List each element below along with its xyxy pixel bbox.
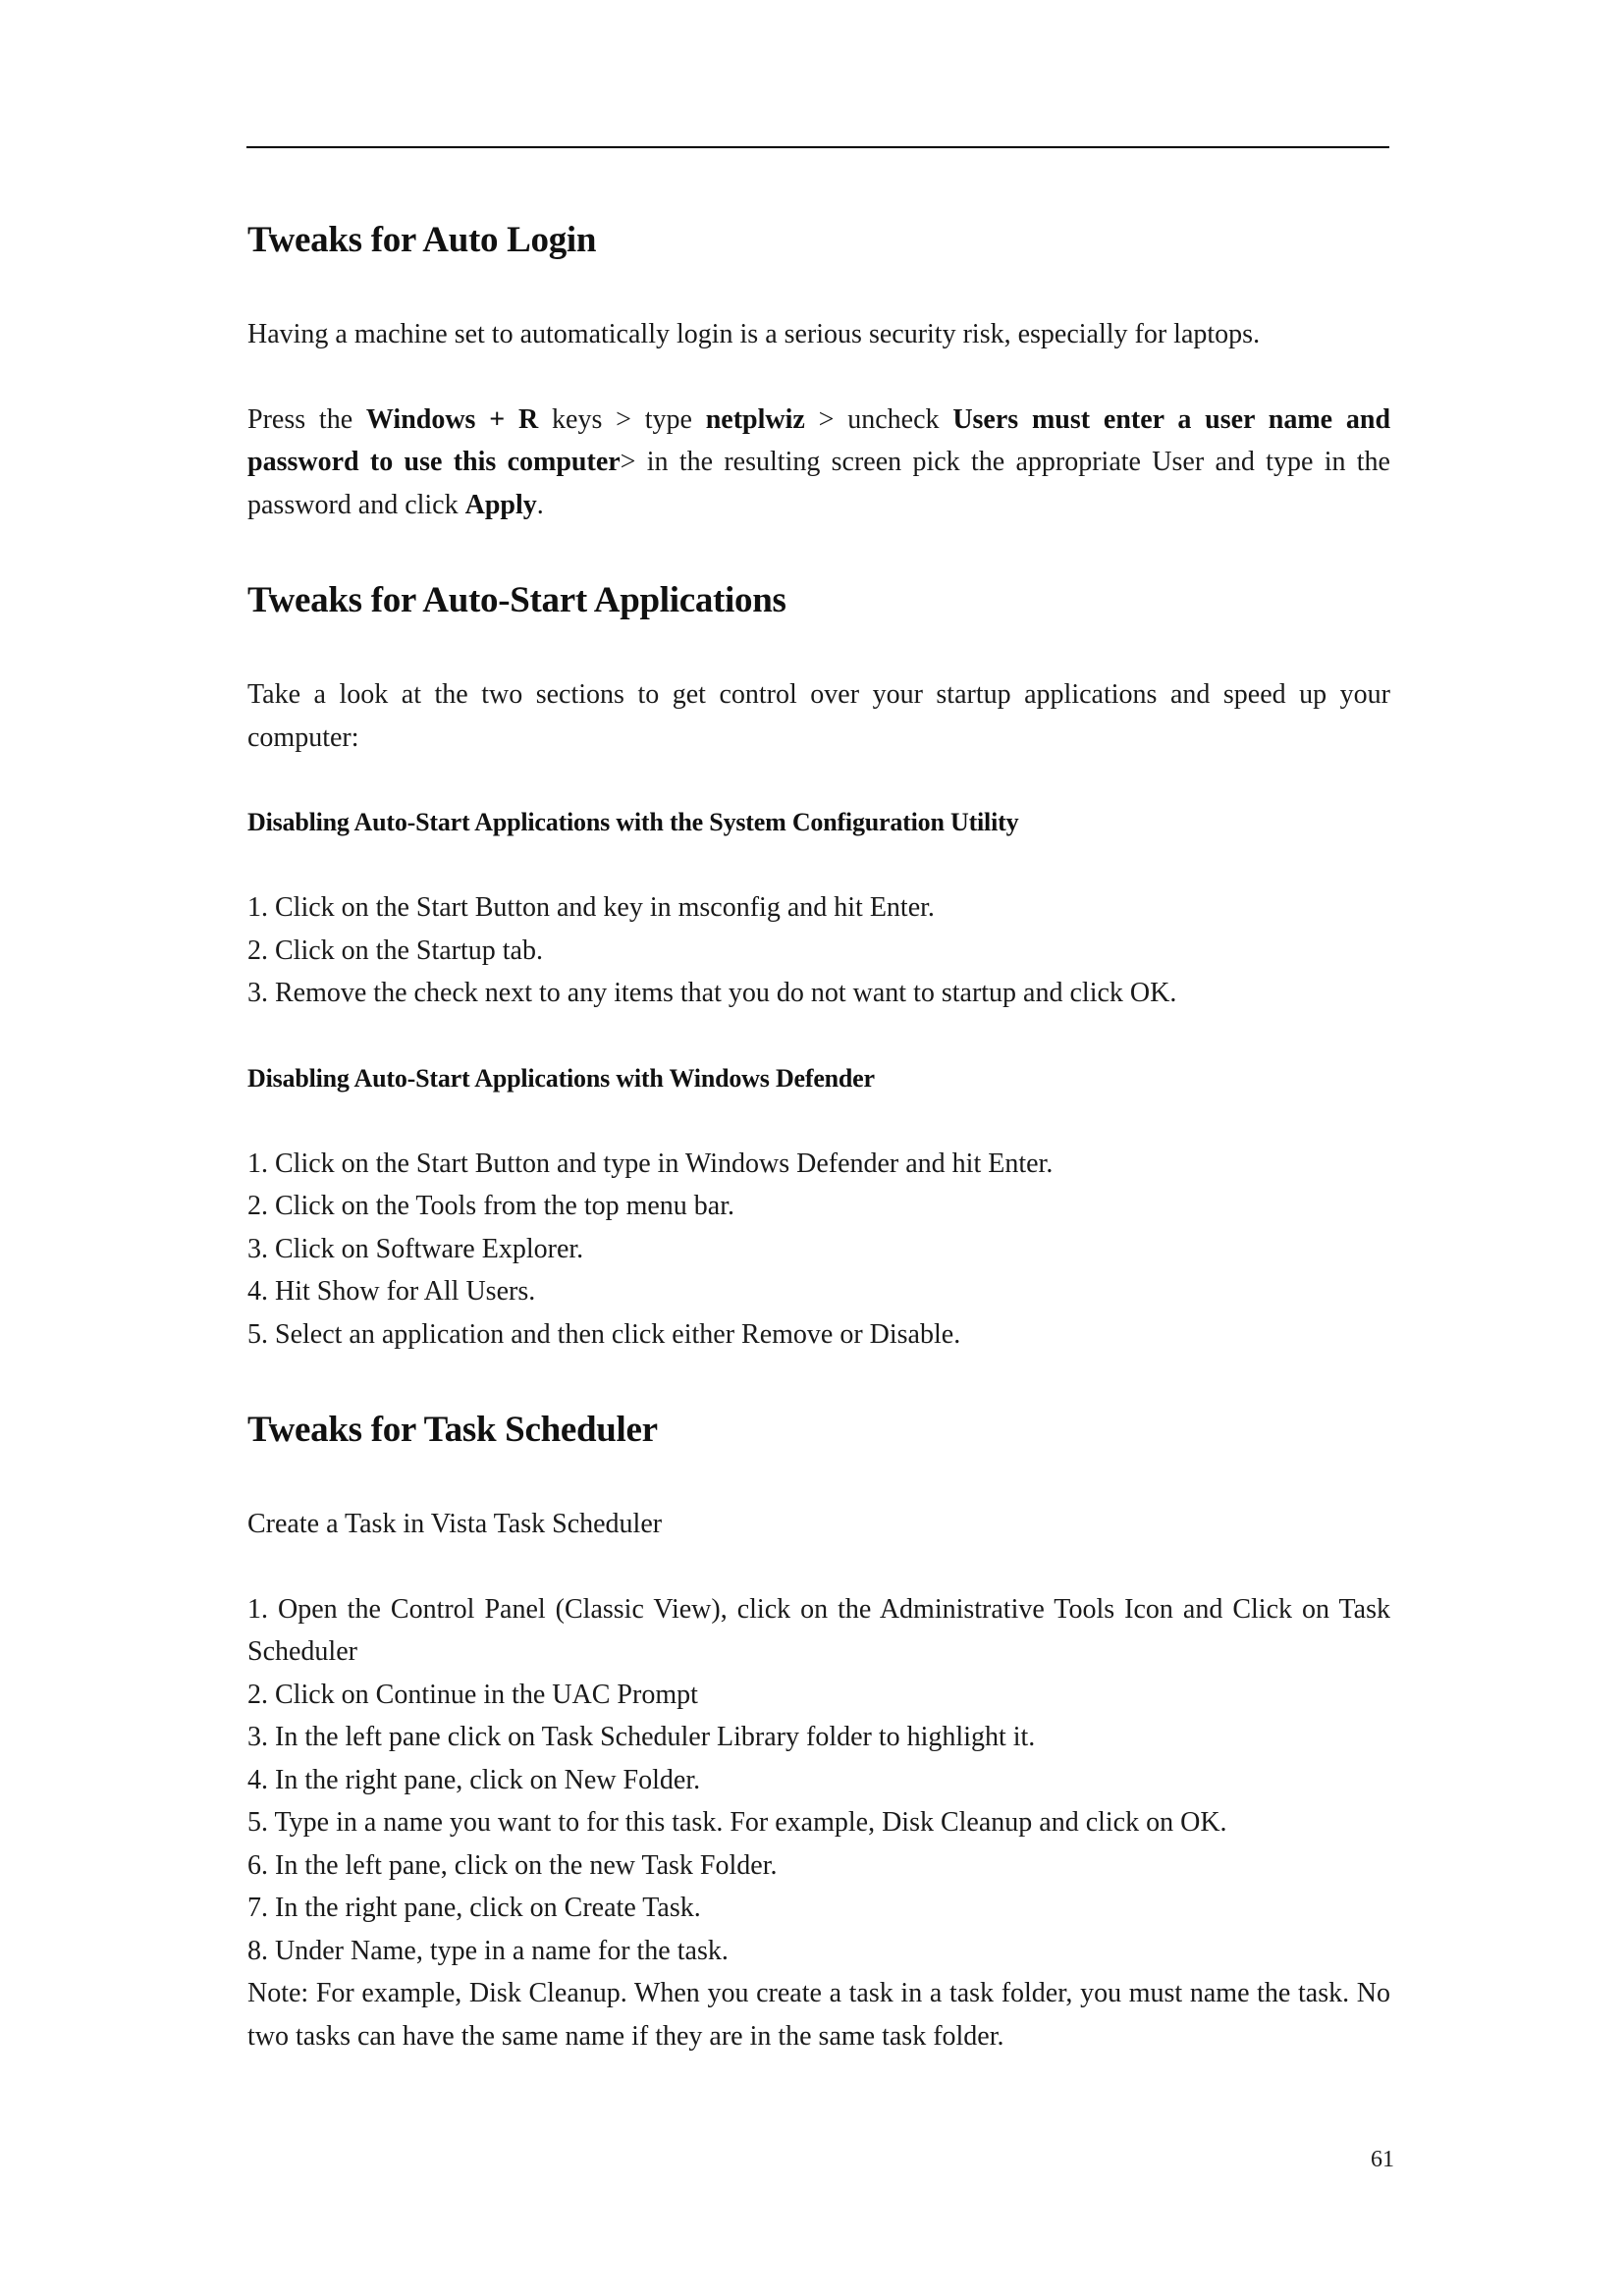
list-item: 1. Click on the Start Button and key in msconfig and hit Enter. [247, 892, 935, 923]
list-item: 3. Remove the check next to any items that you do not want to startup and click OK. [247, 978, 1177, 1008]
list-item: 4. Hit Show for All Users. [247, 1276, 536, 1307]
instruction-apply: Apply [464, 489, 537, 520]
section-title-auto-start: Tweaks for Auto-Start Applications [247, 580, 786, 620]
section-title-auto-login: Tweaks for Auto Login [247, 220, 597, 260]
list-item: 2. Click on the Startup tab. [247, 934, 543, 966]
subsection-title-msconfig: Disabling Auto-Start Applications with the System Configuration Utility [247, 808, 1019, 836]
instruction-keys: Windows + R [365, 403, 539, 435]
list-item: 4. In the right pane, click on New Folder. [247, 1764, 701, 1795]
header-rule [246, 146, 1389, 148]
list-item: 5. Type in a name you want to for this task. For example, Disk Cleanup and click on OK. [247, 1807, 1227, 1838]
instruction-command: netplwiz [705, 403, 805, 435]
task-scheduler-intro: Create a Task in Vista Task Scheduler [247, 1509, 663, 1539]
instruction-text: . [536, 489, 544, 520]
task-note: Note: For example, Disk Cleanup. When you create a task in a task folder, you must name the task. No two tasks can have the same name if they are in the same task folder. [247, 1978, 1390, 2052]
list-item: 2. Click on Continue in the UAC Prompt [247, 1679, 698, 1710]
instruction-option: Users must enter a user name and password to use this computer [247, 403, 1391, 477]
instruction-text: > uncheck [804, 403, 953, 435]
section-title-task-scheduler: Tweaks for Task Scheduler [247, 1410, 658, 1450]
list-item: 1. Click on the Start Button and type in Windows Defender and hit Enter. [247, 1148, 1054, 1179]
auto-login-intro: Having a machine set to automatically login is a serious security risk, especially for laptops. [247, 319, 1261, 349]
page-number: 61 [1371, 2147, 1394, 2172]
list-item: 1. Open the Control Panel (Classic View), click on the Administrative Tools Icon and Click on Task Scheduler [247, 1593, 1390, 1667]
auto-login-instruction [247, 399, 1390, 527]
list-item: 2. Click on the Tools from the top menu bar. [247, 1191, 735, 1221]
page-content [247, 211, 1390, 2057]
list-item: 3. In the left pane click on Task Scheduler Library folder to highlight it. [247, 1722, 1036, 1752]
subsection-title-defender: Disabling Auto-Start Applications with Windows Defender [247, 1063, 875, 1093]
list-item: 8. Under Name, type in a name for the task. [247, 1935, 729, 1966]
list-item: 6. In the left pane, click on the new Task Folder. [247, 1849, 778, 1881]
list-item: 3. Click on Software Explorer. [247, 1233, 584, 1264]
instruction-text: keys > type [538, 403, 706, 435]
instruction-text: > in the resulting screen pick the appropriate User and type in the password and click [247, 447, 1390, 520]
auto-start-intro: Take a look at the two sections to get control over your startup applications and speed up your computer: [247, 679, 1390, 753]
list-item: 5. Select an application and then click either Remove or Disable. [247, 1318, 961, 1350]
list-item: 7. In the right pane, click on Create Task. [247, 1893, 701, 1923]
instruction-text: Press the [247, 403, 366, 435]
